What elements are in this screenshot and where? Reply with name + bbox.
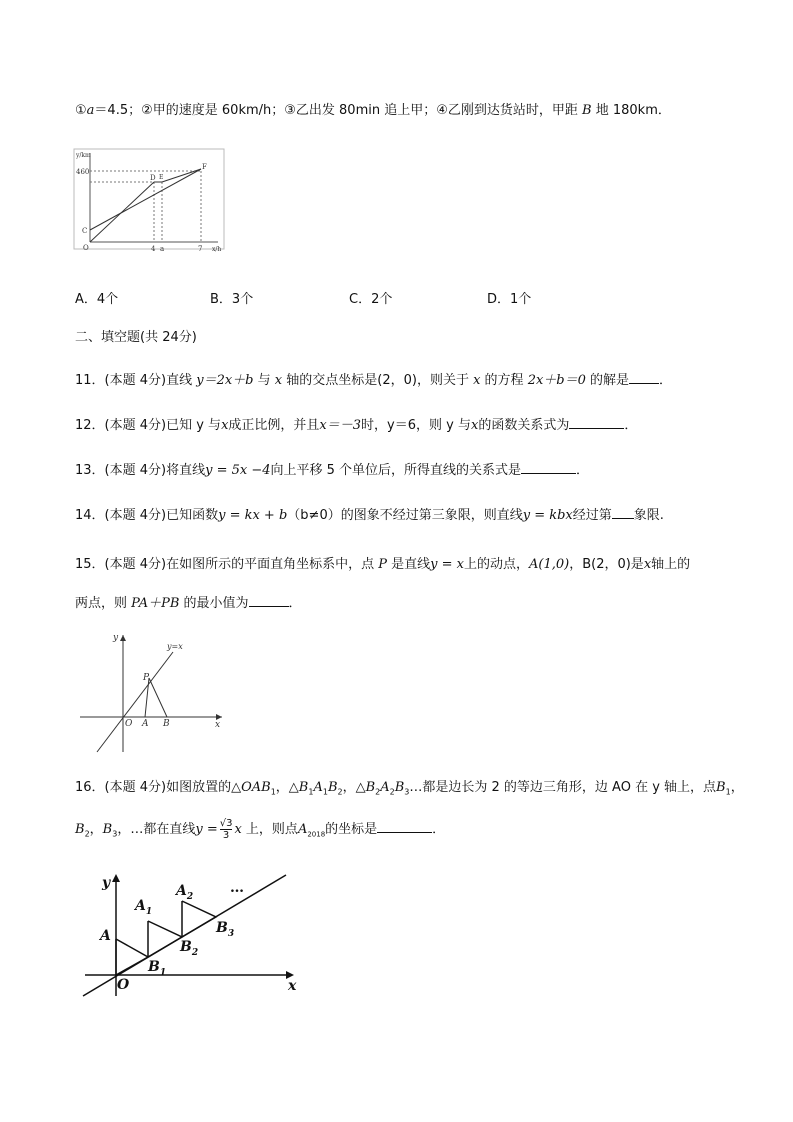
q15-m3: ，B(2，0)是 (569, 557, 644, 572)
q13-lead: 13．(本题 4分)将直线 (75, 463, 206, 478)
statement-4b: 地 180km． (591, 103, 671, 118)
statement-2: ②甲的速度是 60km/h； (141, 103, 285, 118)
q11-x2: x (473, 373, 481, 388)
q16-t2a: B (298, 780, 309, 795)
graph1-460: 460 (76, 168, 90, 176)
q15-lead: 15．(本题 4分)在如图所示的平面直角坐标系中，点 (75, 557, 379, 572)
q15-x: x (643, 557, 652, 572)
graph1-tick-7: 7 (198, 245, 203, 253)
question-16-line-1 (75, 779, 744, 802)
q12-m: 成正比例，并且 (228, 418, 320, 433)
graph2-y-label: y (113, 633, 119, 643)
graph2-y-arrow-icon (120, 635, 126, 641)
q16-t2s2: 1 (322, 787, 328, 797)
q16-c1: ，△ (275, 780, 299, 795)
q16-l2-B3s: 3 (112, 829, 118, 839)
q11-m3: 的方程 (480, 373, 528, 388)
question-15-line-1 (75, 556, 690, 574)
q16-l2-B2: B (75, 822, 85, 837)
graph2-A: A (142, 719, 149, 729)
q16-t3b: A (380, 780, 390, 795)
q16-t1: OAB (241, 780, 271, 795)
q16-t3s2: 2 (389, 787, 395, 797)
graph3-dots: … (230, 880, 244, 896)
graph3-B1: $B_1$ (148, 959, 167, 978)
q12-lead: 12．(本题 4分)已知 y 与 (75, 418, 222, 433)
q13-answer-blank[interactable] (521, 461, 576, 474)
var-a: a (86, 103, 95, 118)
q15-graph (75, 630, 225, 755)
var-B: B (582, 103, 592, 118)
q15-eq: y = x (430, 557, 464, 572)
graph2-B: B (163, 719, 170, 729)
option-d[interactable]: D．1个 (487, 292, 532, 307)
q12-e: 的函数关系式为 (478, 418, 570, 433)
q14-end: 象限. (633, 508, 664, 523)
section-title: 二、填空题(共 24分) (75, 330, 197, 345)
q12-x: x (221, 418, 229, 433)
graph1-C: C (82, 227, 88, 235)
graph2-line-label: y=x (167, 642, 183, 651)
graph2-seg-PB (149, 678, 167, 717)
q14-eq2: y = kbx (522, 508, 573, 523)
q16-frac-den: 3 (222, 830, 230, 841)
question-11 (75, 371, 672, 390)
q11-m2: 轴的交点坐标是(2，0)，则关于 (282, 373, 474, 388)
q15-m: 是直线 (386, 557, 431, 572)
q12-x2: x (470, 418, 479, 433)
q16-graph (80, 862, 310, 1002)
graph1-tick-4: 4 (151, 245, 156, 253)
graph3-tri-2 (148, 921, 182, 957)
q16-answer-blank[interactable] (377, 820, 432, 833)
q16-t3s: 2 (375, 787, 381, 797)
question-15-line-2 (75, 594, 302, 613)
q11-lead: 11．(本题 4分)直线 (75, 373, 197, 388)
q16-t1-sub: 1 (270, 787, 276, 797)
q14-lead: 14．(本题 4分)已知函数 (75, 508, 219, 523)
q16-t2s3: 2 (337, 787, 343, 797)
statement-3: ③乙出发 80min 追上甲； (284, 103, 437, 118)
q16-fraction (220, 818, 233, 841)
graph1-O: O (83, 244, 89, 252)
q15-expr: PA＋PB (131, 596, 180, 611)
graph1-line-jia (90, 169, 201, 230)
option-b[interactable]: B．3个 (210, 292, 254, 307)
graph2-O: O (125, 719, 133, 729)
a-value: ＝4.5； (94, 103, 142, 118)
graph1-tick-a: a (160, 245, 165, 253)
graph3-A2: $A_2$ (176, 883, 194, 902)
graph1-F: F (202, 163, 207, 171)
graph3-A1: $A_1$ (135, 898, 153, 917)
q16-t3c: B (394, 780, 405, 795)
q16-comma: ， (730, 780, 744, 795)
question-12 (75, 416, 637, 435)
graph1-xlabel: x/h (212, 246, 222, 253)
q16-pB1: B (716, 780, 726, 795)
graph2-seg-PA (145, 678, 149, 717)
q11-eq2: 2x＋b＝0 (527, 373, 586, 388)
q11-e: 的解是 (585, 373, 630, 388)
graph3-B2: $B_2$ (180, 939, 199, 958)
graph3-B3: $B_3$ (216, 920, 235, 939)
q16-end: ． (432, 822, 446, 837)
q16-l2-B3: B (102, 822, 113, 837)
statement-4: ④乙刚到达货站时，甲距 (436, 103, 583, 118)
option-c[interactable]: C．2个 (349, 292, 393, 307)
q16-t2s: 1 (308, 787, 314, 797)
q14-m: （b≠0）的图象不经过第三象限，则直线 (287, 508, 523, 523)
q15-e: 轴上的 (651, 557, 691, 572)
q12-m2: 时，y＝6，则 y 与 (361, 418, 471, 433)
graph1-E: E (159, 174, 164, 181)
q16-l2-m2: 上，则点 (241, 822, 298, 837)
option-a[interactable]: A．4个 (75, 292, 119, 307)
q13-end: ． (576, 463, 590, 478)
q16-t3a: B (365, 780, 376, 795)
q16-l2-x: x (234, 822, 242, 837)
q14-e: 经过第 (572, 508, 612, 523)
q16-c2: ，△ (342, 780, 366, 795)
graph1-line-yi-1 (90, 182, 154, 242)
q15-m2: 上的动点， (463, 557, 529, 572)
q13-e: 向上平移 5 个单位后，所得直线的关系式是 (270, 463, 522, 478)
q16-t2b: A (313, 780, 323, 795)
q16-frac-num: √3 (219, 818, 233, 829)
q15-answer-blank[interactable] (249, 594, 289, 607)
q13-eq: y = 5x −4 (205, 463, 271, 478)
q16-l2-m: ，…都在直线 (117, 822, 196, 837)
distance-time-graph (70, 145, 230, 255)
graph3-O: O (117, 977, 130, 993)
graph1-ylabel: y/km (76, 152, 91, 159)
q16-lead: 16．(本题 4分)如图放置的△ (75, 780, 242, 795)
q16-l2-y: y = (195, 822, 218, 837)
graph3-A: A (100, 928, 111, 944)
q12-answer-blank[interactable] (569, 416, 624, 429)
q16-l2-As: 2018 (307, 830, 326, 839)
q15-l2a: 两点，则 (75, 596, 132, 611)
q16-l2-A: A (297, 822, 308, 837)
statement-line (75, 102, 671, 120)
question-14 (75, 506, 664, 525)
graph2-P: P (143, 673, 150, 683)
q12-end: ． (624, 418, 638, 433)
q14-answer-blank[interactable] (612, 506, 634, 519)
q11-answer-blank[interactable] (629, 371, 659, 384)
circle-1: ① (75, 103, 87, 118)
graph3-tri-1 (116, 939, 148, 975)
q11-eq: y＝2x＋b (196, 373, 254, 388)
q15-A: A(1,0) (528, 557, 570, 572)
q16-m: …都是边长为 2 的等边三角形，边 AO 在 y 轴上，点 (409, 780, 717, 795)
q16-l2-B2s: 2 (84, 829, 90, 839)
q15-P: P (378, 557, 387, 572)
q16-t3s3: 3 (404, 787, 410, 797)
graph3-y-label: y (102, 875, 111, 891)
q14-eq: y = kx + b (218, 508, 288, 523)
graph1-D: D (150, 174, 156, 182)
q15-l2b: 的最小值为 (179, 596, 249, 611)
graph2-x-label: x (215, 720, 221, 730)
graph3-y-arrow-icon (112, 874, 120, 882)
q16-l2-c: ， (89, 822, 103, 837)
q11-m: 与 (253, 373, 275, 388)
q16-pB1s: 1 (725, 787, 731, 797)
graph3-x-label: x (288, 978, 297, 994)
q15-end: ． (288, 596, 302, 611)
q16-t2c: B (327, 780, 338, 795)
q11-x: x (274, 373, 283, 388)
question-13 (75, 461, 589, 480)
q11-end: ． (659, 373, 673, 388)
q16-l2-e: 的坐标是 (325, 822, 378, 837)
question-16-line-2 (75, 818, 445, 844)
q12-eq: x＝－3 (319, 418, 362, 433)
graph2-line-yx (97, 652, 173, 752)
